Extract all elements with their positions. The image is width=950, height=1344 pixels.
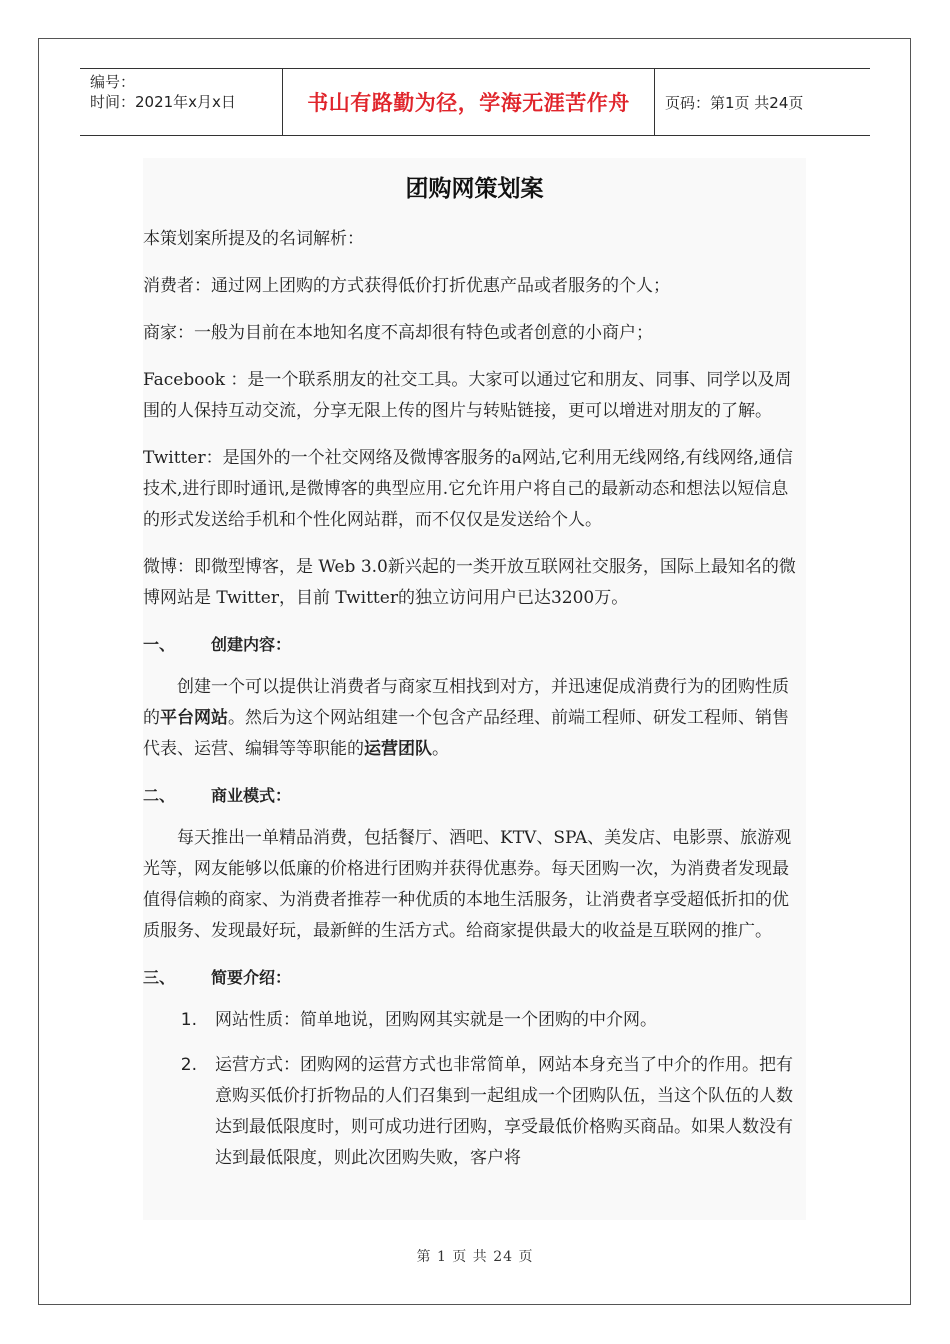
section-2-paragraph: 每天推出一单精品消费，包括餐厅、酒吧、KTV、SPA、美发店、电影票、旅游观光等，网友能够以低廉的价格进行团购并获得优惠券。每天团购一次，为消费者发现最值得信赖的商家、为消费者推荐一种优质的本地生活服务，让消费者享受超低折扣的优质服务、发现最好玩，最新鲜的生活方式。给商家提供最大的收益是互联网的推广。 bbox=[143, 828, 792, 941]
list-text: 网站性质：简单地说，团购网其实就是一个团购的中介网。 bbox=[215, 1010, 657, 1030]
section-1-paragraph bbox=[143, 672, 806, 765]
section-number: 三、 bbox=[143, 968, 176, 987]
page-footer: 第 1 页 共 24 页 bbox=[416, 1249, 534, 1265]
header-meta bbox=[80, 69, 283, 135]
section-1-text-c: 。 bbox=[432, 739, 449, 759]
section-title: 创建内容： bbox=[211, 635, 292, 654]
list-number: 1. bbox=[180, 1010, 197, 1030]
page-header bbox=[80, 68, 870, 136]
header-motto: 书山有路勤为径，学海无涯苦作舟 bbox=[283, 69, 655, 135]
section-1-text-a: 创建一个可以提供让消费者与商家互相找到对方，并迅速促成消费行为的团购性质的 bbox=[143, 677, 789, 728]
list-item bbox=[143, 1005, 806, 1036]
document-time-label: 时间：2021年x月x日 bbox=[90, 93, 236, 111]
section-heading-2 bbox=[143, 781, 806, 811]
section-number: 一、 bbox=[143, 635, 176, 654]
section-number: 二、 bbox=[143, 786, 176, 805]
section-3-list bbox=[143, 1005, 806, 1174]
intro-paragraph: 本策划案所提及的名词解析： bbox=[143, 229, 364, 249]
section-1-bold-team: 运营团队 bbox=[364, 739, 432, 759]
section-heading-1 bbox=[143, 630, 806, 660]
section-heading-3 bbox=[143, 963, 806, 993]
definition-twitter: Twitter：是国外的一个社交网络及微博客服务的a网站,它利用无线网络,有线网络,通信技术,进行即时通讯,是微博客的典型应用.它允许用户将自己的最新动态和想法以短信息的形式发送给手机和个性化网站群，而不仅仅是发送给个人。 bbox=[143, 448, 793, 530]
section-title: 商业模式： bbox=[211, 786, 292, 805]
definition-merchant: 商家：一般为目前在本地知名度不高却很有特色或者创意的小商户； bbox=[143, 323, 653, 343]
header-page-label: 页码：第1页 共24页 bbox=[665, 93, 804, 112]
list-item bbox=[143, 1050, 806, 1174]
definition-facebook: Facebook ：是一个联系朋友的社交工具。大家可以通过它和朋友、同事、同学以及周围的人保持互动交流，分享无限上传的图片与转贴链接，更可以增进对朋友的了解。 bbox=[143, 370, 792, 421]
document-body bbox=[143, 158, 806, 1220]
list-text: 运营方式：团购网的运营方式也非常简单，网站本身充当了中介的作用。把有意购买低价打折物品的人们召集到一起组成一个团购队伍，当这个队伍的人数达到最低限度时，则可成功进行团购，享受最低价格购买商品。如果人数没有达到最低限度，则此次团购失败，客户将 bbox=[215, 1055, 793, 1168]
section-1-bold-platform: 平台网站 bbox=[160, 708, 228, 728]
section-1-text-b: 。然后为这个网站组建一个包含产品经理、前端工程师、研发工程师、销售代表、运营、编辑等等职能的 bbox=[143, 708, 789, 759]
list-number: 2. bbox=[180, 1055, 197, 1075]
definition-weibo: 微博：即微型博客，是 Web 3.0新兴起的一类开放互联网社交服务，国际上最知名的微博网站是 Twitter，目前 Twitter的独立访问用户已达3200万。 bbox=[143, 557, 796, 608]
document-title: 团购网策划案 bbox=[405, 176, 544, 202]
document-number-label: 编号： bbox=[90, 73, 136, 91]
definition-consumer: 消费者：通过网上团购的方式获得低价打折优惠产品或者服务的个人； bbox=[143, 276, 670, 296]
section-title: 简要介绍： bbox=[211, 968, 292, 987]
